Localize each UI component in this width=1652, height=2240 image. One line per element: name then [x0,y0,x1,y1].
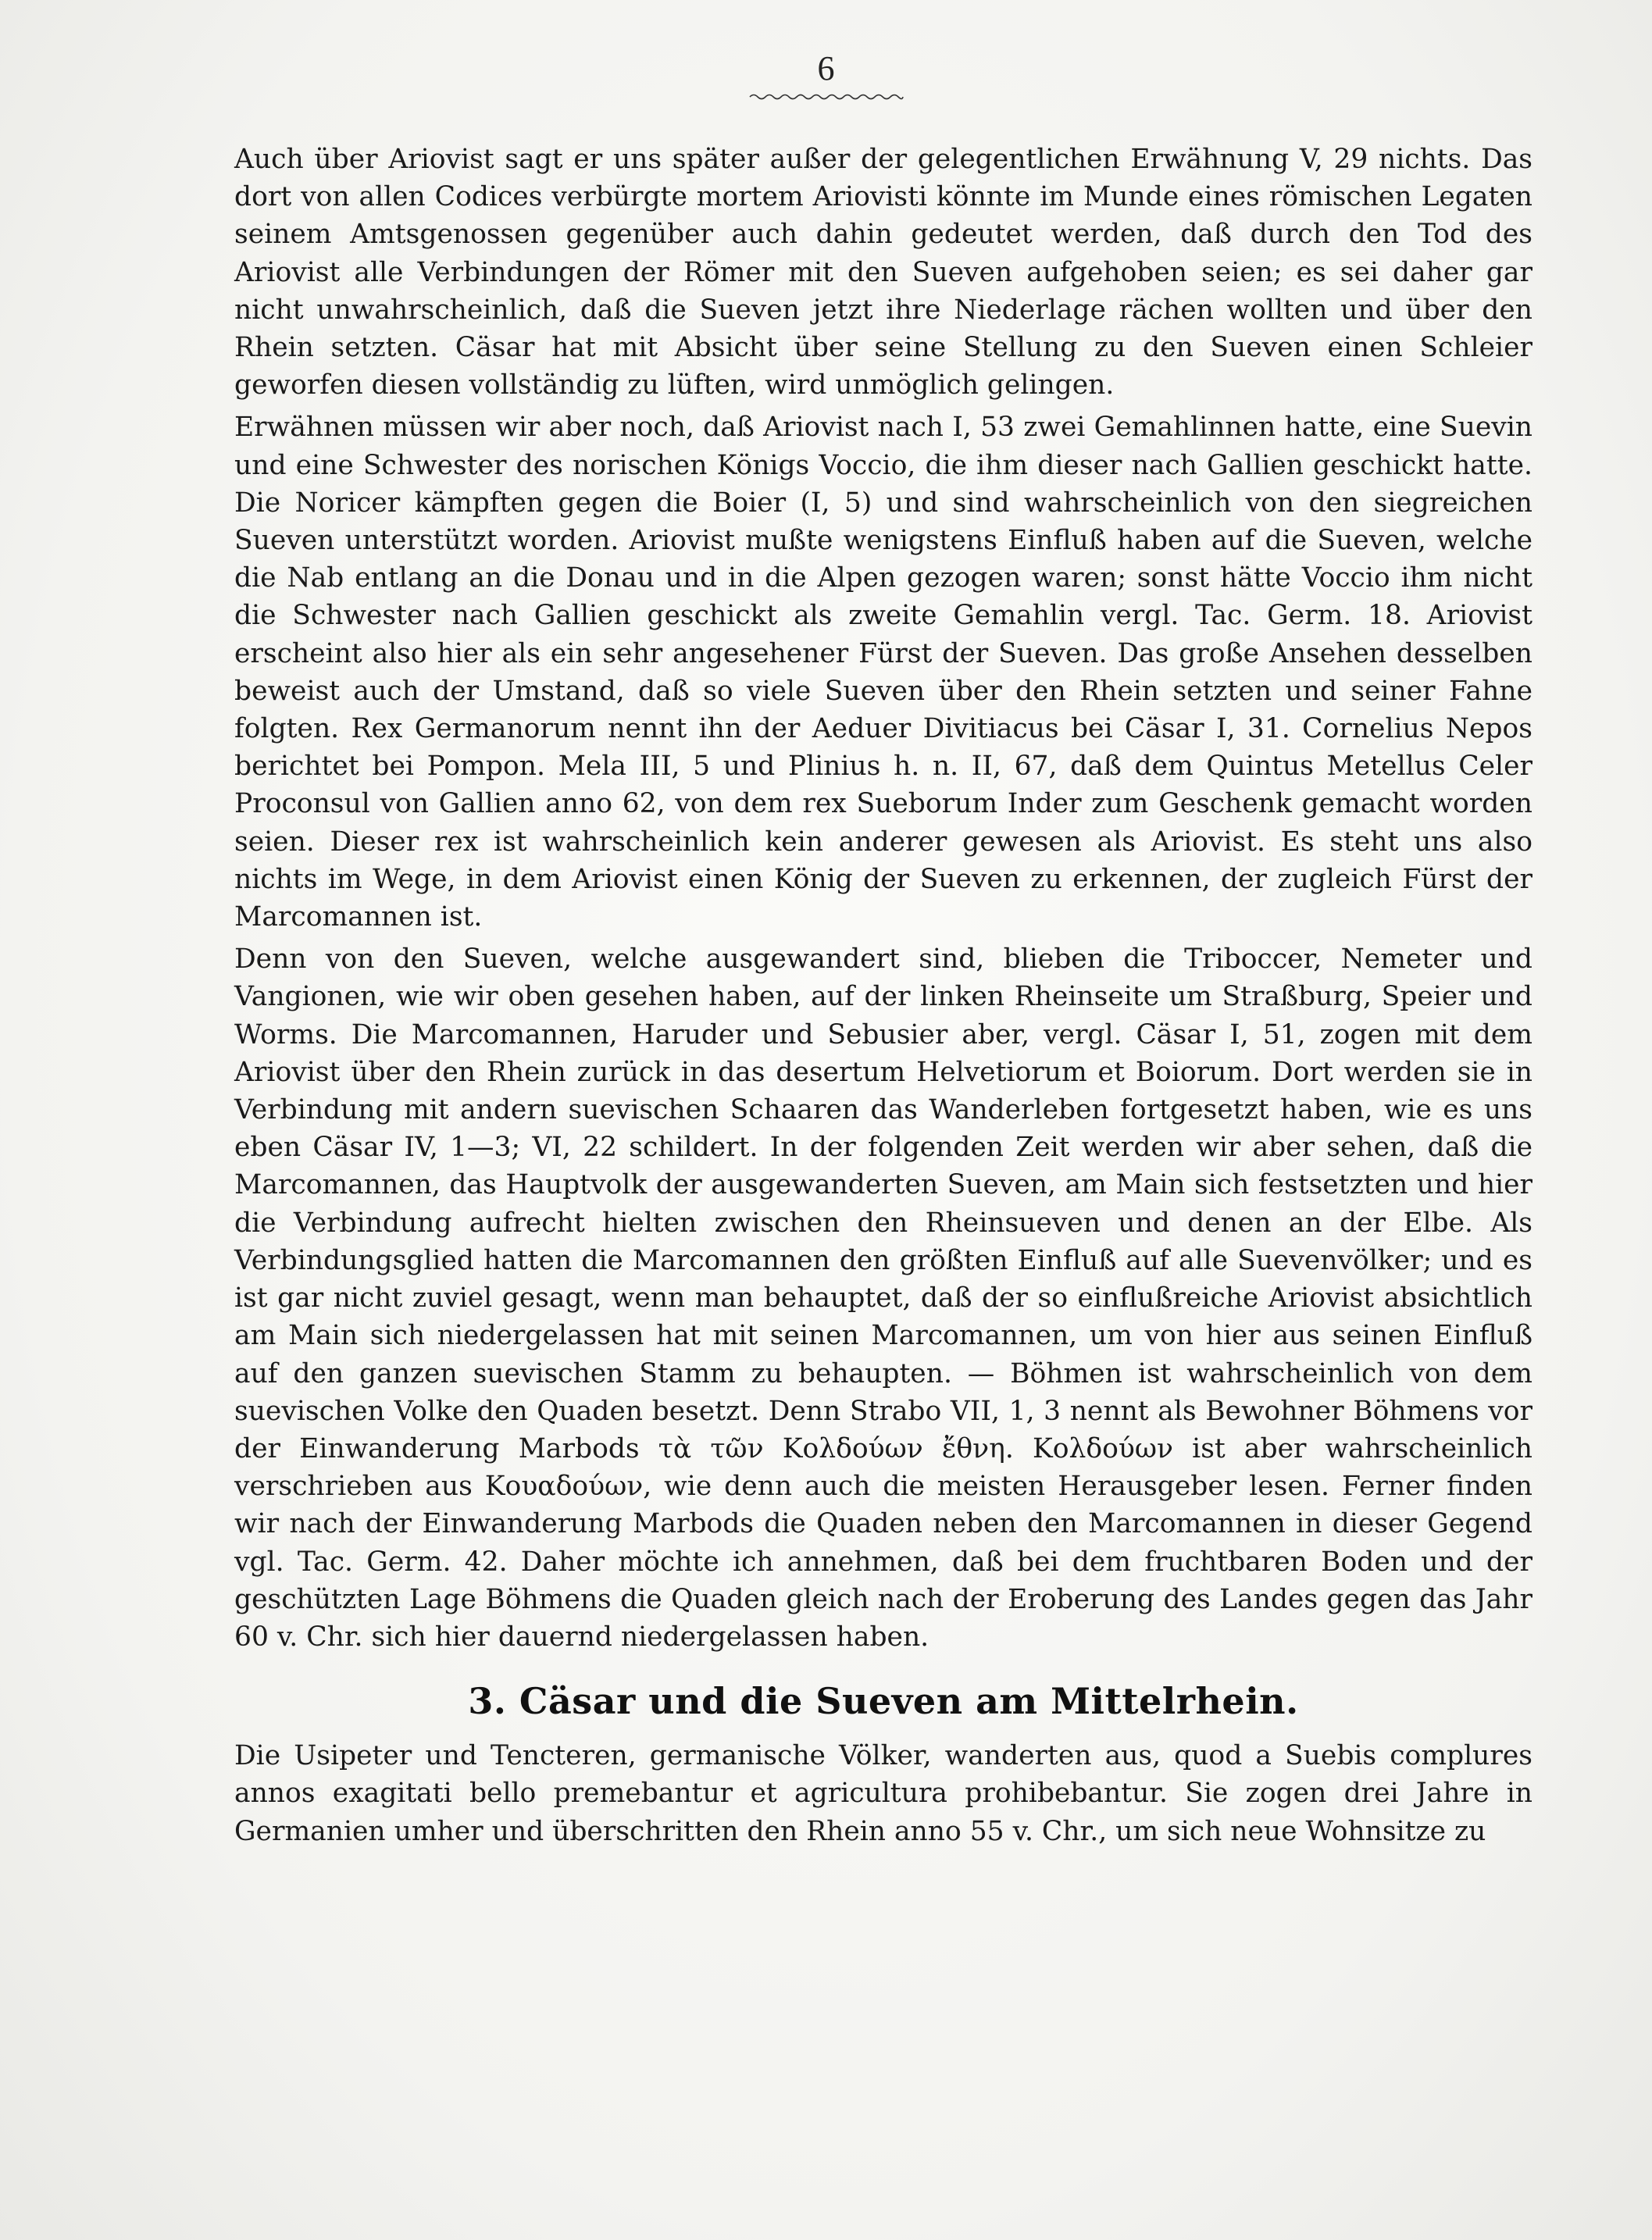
paragraph-sueven-settlement: Denn von den Sueven, welche ausgewandert sind, blieben die Triboccer, Nemeter und Vangionen, wie wir oben gesehen haben, auf der linken Rheinseite um Straßburg, Speier und Worms. Die Marcomannen, Haruder und Sebusier aber, vergl. Cäsar I, 51, zogen mit dem Ariovist über den Rhein zurück in das desertum Helvetiorum et Boiorum. Dort werden sie in Verbindung mit andern suevischen Schaaren das Wanderleben fortgesetzt haben, wie es uns eben Cäsar IV, 1—3; VI, 22 schildert. In der folgenden Zeit werden wir aber sehen, daß die Marcomannen, das Hauptvolk der ausgewanderten Sueven, am Main sich festsetzten und hier die Verbindung aufrecht hielten zwischen den Rheinsueven und denen an der Elbe. Als Verbindungsglied hatten die Marcomannen den größten Einfluß auf alle Suevenvölker; und es ist gar nicht zuviel gesagt, wenn man behauptet, daß der so einflußreiche Ariovist absichtlich am Main sich niedergelassen hat mit seinen Marcomannen, um von hier aus seinen Einfluß auf den ganzen suevischen Stamm zu behaupten. — Böhmen ist wahrscheinlich von dem suevischen Volke den Quaden besetzt. Denn Strabo VII, 1, 3 nennt als Bewohner Böhmens vor der Einwanderung Marbods τὰ τῶν Κολδούων ἔθνη. Κολδούων ist aber wahrscheinlich verschrieben aus Κουαδούων, wie denn auch die meisten Herausgeber lesen. Ferner finden wir nach der Einwanderung Marbods die Quaden neben den Marcomannen in dieser Gegend vgl. Tac. Germ. 42. Daher möchte ich annehmen, daß bei dem fruchtbaren Boden und der geschützten Lage Böhmens die Quaden gleich nach der Eroberung des Landes gegen das Jahr 60 v. Chr. sich hier dauernd niedergelassen haben. [234,943,1532,1653]
ornament-wavy-rule [748,92,904,102]
section-heading: 3. Cäsar und die Sueven am Mittelrhein. [468,1680,1299,1723]
paragraph-usipeter-tencteren: Die Usipeter und Tencteren, germanische Völker, wanderten aus, quod a Suebis complures annos exagitati bello premebantur et agricultura prohibebantur. Sie zogen drei Jahre in Germanien umher und überschritten den Rhein anno 55 v. Chr., um sich neue Wohnsitze zu [234,1740,1532,1847]
page-body [234,141,1532,1850]
paragraph-ariovist-silence: Auch über Ariovist sagt er uns später außer der gelegentlichen Erwähnung V, 29 nichts. Das dort von allen Codices verbürgte mortem Ariovisti könnte im Munde eines römischen Legaten seinem Amtsgenossen gegenüber auch dahin gedeutet werden, daß durch den Tod des Ariovist alle Verbindungen der Römer mit den Sueven aufgehoben seien; es sei daher gar nicht unwahrscheinlich, daß die Sueven jetzt ihre Niederlage rächen wollten und über den Rhein setzten. Cäsar hat mit Absicht über seine Stellung zu den Sueven einen Schleier geworfen diesen vollständig zu lüften, wird unmöglich gelingen. [234,144,1532,401]
page-number: 6 [817,49,835,87]
page-header [0,48,1652,102]
paragraph-ariovist-wives: Erwähnen müssen wir aber noch, daß Ariovist nach I, 53 zwei Gemahlinnen hatte, eine Suevin und eine Schwester des norischen Königs Voccio, die ihm dieser nach Gallien geschickt hatte. Die Noricer kämpften gegen die Boier (I, 5) und sind wahrscheinlich von den siegreichen Sueven unterstützt worden. Ariovist mußte wenigstens Einfluß haben auf die Sueven, welche die Nab entlang an die Donau und in die Alpen gezogen waren; sonst hätte Voccio ihm nicht die Schwester nach Gallien geschickt als zweite Gemahlin vergl. Tac. Germ. 18. Ariovist erscheint also hier als ein sehr angesehener Fürst der Sueven. Das große Ansehen desselben beweist auch der Umstand, daß so viele Sueven über den Rhein setzten und seiner Fahne folgten. Rex Germanorum nennt ihn der Aeduer Divitiacus bei Cäsar I, 31. Cornelius Nepos berichtet bei Pompon. Mela III, 5 und Plinius h. n. II, 67, daß dem Quintus Metellus Celer Proconsul von Gallien anno 62, von dem rex Sueborum Inder zum Geschenk gemacht worden seien. Dieser rex ist wahrscheinlich kein anderer gewesen als Ariovist. Es steht uns also nichts im Wege, in dem Ariovist einen König der Sueven zu erkennen, der zugleich Fürst der Marcomannen ist. [234,412,1532,933]
